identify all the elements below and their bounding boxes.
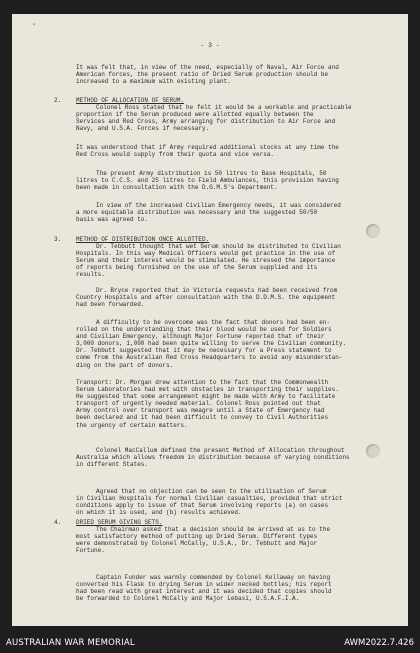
text-line: be forwarded to Colonel McCally and Major Lebasi, U.S.A.F.I.A. bbox=[76, 595, 300, 603]
text-line: a more equitable distribution was necessary and the suggested 50/50 bbox=[76, 209, 318, 217]
text-line: The Chairman asked that a decision should be arrived at as to the bbox=[96, 526, 331, 533]
section-number: 2. bbox=[54, 97, 62, 104]
section-number: 3. bbox=[54, 236, 62, 243]
text-line: He suggested that some arrangement might be made with Army to facilitate bbox=[76, 393, 336, 401]
text-line: Serum Laboratories had met with obstacles in transporting their supplies. bbox=[76, 386, 339, 394]
paragraph bbox=[76, 287, 376, 308]
paragraph bbox=[76, 447, 376, 468]
footer-institution: AUSTRALIAN WAR MEMORIAL bbox=[6, 638, 135, 648]
text-line: rolled on the understanding that their blood would be used for Soldiers bbox=[76, 326, 332, 334]
paragraph bbox=[76, 104, 376, 132]
paragraph bbox=[76, 170, 376, 191]
text-line: come from the Australian Red Cross Headquarters to avoid any misunderstan- bbox=[76, 354, 343, 362]
section-number: 4. bbox=[54, 519, 62, 526]
text-line: on which it is used, and (b) results achieved. bbox=[76, 509, 242, 517]
document-page bbox=[12, 14, 408, 626]
text-line: and Civilian Emergency, although Major Fortune reported that of their bbox=[76, 333, 325, 341]
intro-paragraph bbox=[76, 64, 376, 85]
paragraph bbox=[76, 243, 376, 278]
header-mark: ✶ bbox=[32, 22, 37, 28]
text-line: Transport: Dr. Morgan drew attention to the fact that the Commonwealth bbox=[76, 379, 329, 386]
text-line: Colonel MacCallum defined the present Method of Allocation throughout bbox=[96, 447, 345, 454]
text-line: proportion if the Serum produced were allotted equally between the bbox=[76, 111, 314, 119]
text-line: Colonel Ross stated that he felt it would be a workable and practicable bbox=[96, 104, 352, 111]
text-line: Country Hospitals and after consultation with the D.D.M.S. the equipment bbox=[76, 294, 336, 302]
text-line: had been forwarded. bbox=[76, 301, 145, 309]
text-line: litres to C.C.S. and 25 litres to Field Ambulances, this provision having bbox=[76, 177, 339, 185]
text-line: conditions apply to issue of that Serum involving reports (a) on cases bbox=[76, 502, 329, 510]
text-line: in Civilian Hospitals for normal Civilian casualties, provided that strict bbox=[76, 495, 343, 503]
text-line: Dr. Bryce reported that in Victoria requests had been received from bbox=[96, 287, 338, 294]
text-line: most satisfactory method of putting up Dried Serum. Different types bbox=[76, 533, 318, 541]
text-line: been made in consultation with the D.G.M.S's Department. bbox=[76, 184, 278, 192]
section-heading: METHOD OF DISTRIBUTION ONCE ALLOTTED. bbox=[76, 236, 210, 243]
text-line: It was understood that if Army required additional stocks at any time the bbox=[76, 144, 339, 151]
text-line: Red Cross would supply from their quota and vice versa. bbox=[76, 151, 275, 159]
text-line: results. bbox=[76, 271, 105, 279]
text-line: the urgency of certain matters. bbox=[76, 421, 188, 429]
typed-text bbox=[12, 14, 408, 626]
text-line: 3,000 donors, 1,000 had been quite willing to serve the Civilian community. bbox=[76, 340, 347, 348]
text-line: in different States. bbox=[76, 461, 149, 469]
text-line: of reports being furnished on the use of the Serum supplied and its bbox=[76, 264, 318, 272]
paragraph bbox=[76, 488, 376, 516]
text-line: been declared and it had been difficult to convey to Civil Authorities bbox=[76, 414, 329, 422]
text-line: Captain Funder was warmly commended by Colonel Kellaway on having bbox=[96, 574, 331, 581]
paragraph bbox=[76, 526, 376, 554]
text-line: In view of the increased Civilian Emergency needs, it was considered bbox=[96, 202, 341, 209]
text-line: had been read with great interest and it was decided that copies should bbox=[76, 588, 332, 596]
paragraph bbox=[76, 379, 376, 429]
text-line: transport of urgently needed material. Colonel Ross pointed out that bbox=[76, 400, 321, 408]
text-line: ding on the part of donors. bbox=[76, 361, 174, 369]
text-line: Dr. Tebbutt thought that wet Serum should be distributed to Civilian bbox=[96, 243, 341, 250]
section-heading: DRIED SERUM GIVING SETS. bbox=[76, 519, 163, 526]
footer-reference: AWM2022.7.426 bbox=[344, 638, 414, 648]
page-number: - 3 - bbox=[200, 42, 220, 49]
text-line: Agreed that no objection can be seen to the utilisation of Serum bbox=[96, 488, 327, 495]
text-line: converted his Flask to drying Serum in wider necked bottles; his report bbox=[76, 581, 332, 589]
text-line: Australia which allows freedom in distribution because of varying conditions bbox=[76, 454, 350, 462]
text-line: Dr. Tebbutt suggested that it may be necessary for a Press statement to bbox=[76, 347, 332, 355]
text-line: American forces, the present ratio of Dried Serum production should be bbox=[76, 71, 329, 79]
text-line: It was felt that, in view of the need, especially of Naval, Air Force and bbox=[76, 64, 339, 71]
text-line: Serum and their interest would be stimulated. He stressed the importance bbox=[76, 257, 336, 265]
text-line: The present Army distribution is 50 litres to Base Hospitals, 50 bbox=[96, 170, 327, 177]
text-line: Fortune. bbox=[76, 547, 105, 555]
text-line: were demonstrated by Colonel McCally, U.S.A., Dr. Tebbutt and Major bbox=[76, 540, 318, 548]
archive-footer bbox=[0, 626, 420, 653]
paragraph bbox=[76, 574, 376, 602]
text-line: Services and Red Cross, Army arranging for distribution to Air Force and bbox=[76, 118, 336, 126]
text-line: A difficulty to be overcome was the fact that donors had been en- bbox=[96, 319, 331, 326]
text-line: Army control over transport was meagre until a State of Emergency had bbox=[76, 407, 325, 415]
paragraph bbox=[76, 319, 376, 369]
paragraph bbox=[76, 144, 376, 158]
text-line: basis was agreed to. bbox=[76, 216, 149, 224]
text-line: increased to a maximum with existing plant. bbox=[76, 78, 231, 86]
section-heading: METHOD OF ALLOCATION OF SERUM. bbox=[76, 97, 185, 104]
paragraph bbox=[76, 202, 376, 223]
text-line: Navy, and U.S.A. Forces if necessary. bbox=[76, 125, 210, 133]
text-line: Hospitals. In this way Medical Officers would get practice in the use of bbox=[76, 250, 336, 258]
